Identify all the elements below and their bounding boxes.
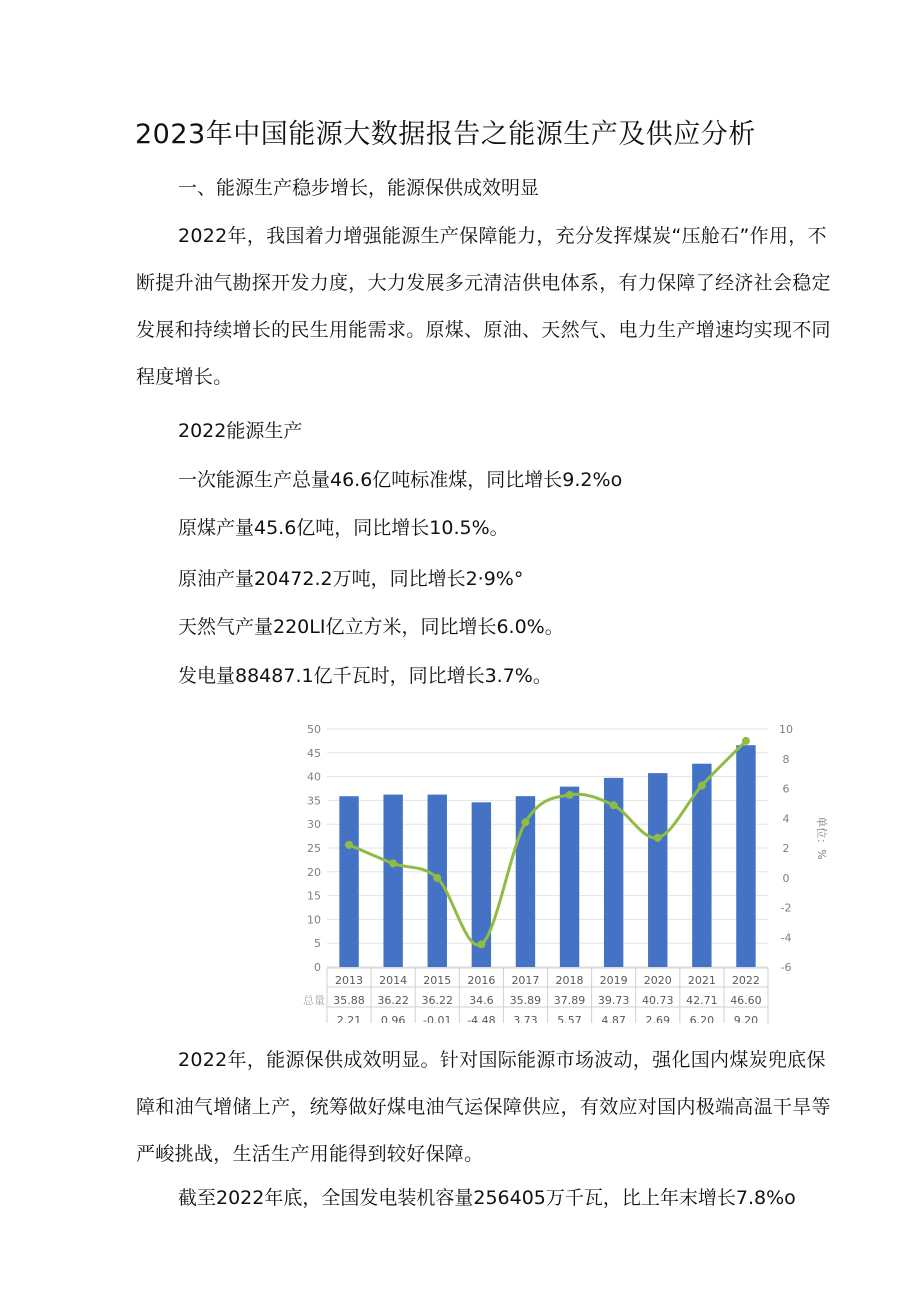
y-right-tick-label: 0 (782, 871, 790, 885)
line-data-label: 3.73 (513, 1014, 538, 1023)
line-point (477, 940, 485, 948)
bar-data-label: 35.88 (333, 994, 365, 1007)
line-data-label: 9.20 (733, 1014, 759, 1023)
line-data-label: 6.20 (689, 1014, 715, 1023)
page-title: 2023年中国能源大数据报告之能源生产及供应分析 (135, 119, 756, 150)
y-left-tick-label: 20 (307, 865, 321, 879)
line-point (345, 841, 353, 849)
stat-line: 一次能源生产总量46.6亿吨标准煤，同比增长9.2%o (178, 469, 623, 491)
paragraph-2 (136, 1037, 836, 1178)
y-right-axis-label: 单位：% (815, 816, 828, 860)
line-point (521, 818, 529, 826)
y-left-tick-label: 10 (307, 913, 321, 927)
y-left-tick-label: 30 (307, 818, 321, 832)
y-right-tick-label: -6 (780, 961, 792, 974)
paragraph-3: 截至2022年底，全国发电装机容量256405万千瓦，比上年末增长7.8%o (178, 1187, 796, 1209)
line-point (389, 859, 397, 867)
y-right-tick-label: 4 (782, 812, 790, 826)
y-right-tick-label: 2 (782, 842, 790, 855)
y-right-tick-label: -2 (780, 901, 792, 915)
section-heading: 一、能源生产稳步增长，能源保供成效明显 (178, 177, 540, 199)
y-right-tick-label: 8 (782, 752, 790, 766)
bar (383, 795, 402, 967)
x-tick-label: 2013 (335, 974, 364, 987)
bar (648, 773, 667, 967)
y-left-tick-label: 0 (314, 961, 321, 974)
y-right-tick-label: 6 (782, 782, 790, 796)
stat-line: 原油产量20472.2万吨，同比增长2·9%° (178, 568, 524, 590)
paragraph-1-text: 2022年，我国着力增强能源生产保障能力，充分发挥煤炭“压舱石”作用，不断提升油气勘探开发力度，大力发展多元清洁供电体系，有力保障了经济社会稳定发展和持续增长的民生用能需求。原煤、原油、天然气、电力生产增速均实现不同程度增长。 (136, 225, 831, 388)
x-tick-label: 2018 (555, 974, 584, 987)
bar-data-label: 35.89 (509, 994, 542, 1007)
x-tick-label: 2021 (687, 974, 716, 987)
x-tick-label: 2020 (643, 974, 672, 987)
bar (339, 796, 358, 967)
line-data-label: 5.57 (557, 1014, 582, 1023)
stat-line: 发电量88487.1亿千瓦时，同比增长3.7%。 (178, 665, 552, 687)
bar-data-label: 40.73 (642, 994, 674, 1007)
line-point (610, 801, 618, 809)
y-left-tick-label: 50 (307, 723, 321, 736)
bar-data-label: 46.60 (730, 994, 762, 1007)
line-point (654, 834, 662, 842)
bar-data-label: 42.71 (686, 994, 718, 1007)
paragraph-1 (136, 213, 836, 401)
energy-production-chart (300, 718, 835, 1023)
bar (736, 745, 755, 967)
line-data-label: 4.87 (601, 1014, 626, 1023)
paragraph-2-text: 2022年，能源保供成效明显。针对国际能源市场波动，强化国内煤炭兜底保障和油气增储上产，统筹做好煤电油气运保障供应，有效应对国内极端高温干旱等严峻挑战，生活生产用能得到较好保障。 (136, 1049, 831, 1165)
x-tick-label: 2015 (423, 974, 452, 987)
y-left-tick-label: 5 (314, 937, 321, 951)
y-right-tick-label: -4 (780, 931, 792, 945)
line-point (698, 782, 706, 790)
x-tick-label: 2016 (467, 974, 496, 987)
bar-data-label: 37.89 (553, 994, 586, 1007)
line-point (566, 791, 574, 799)
y-left-tick-label: 45 (307, 746, 321, 760)
y-left-tick-label: 40 (307, 770, 321, 784)
x-tick-label: 2022 (731, 974, 760, 987)
x-tick-label: 2019 (599, 974, 628, 987)
table-row-label: 总量 (303, 994, 325, 1007)
bar-data-label: 36.22 (421, 994, 453, 1007)
bar (560, 787, 579, 967)
bar-data-label: 36.22 (377, 994, 409, 1007)
growth-rate-line (349, 741, 746, 945)
subheading: 2022能源生产 (178, 420, 303, 442)
line-data-label: 2.69 (645, 1014, 670, 1023)
y-left-tick-label: 15 (307, 889, 321, 903)
bar-data-label: 39.73 (597, 994, 630, 1007)
y-left-tick-label: 25 (307, 842, 321, 855)
stat-line: 原煤产量45.6亿吨，同比增长10.5%。 (178, 517, 509, 539)
x-tick-label: 2014 (379, 974, 408, 987)
x-tick-label: 2017 (511, 974, 540, 987)
bar-data-label: 34.6 (469, 994, 494, 1007)
line-data-label: -4.48 (467, 1014, 496, 1023)
line-data-label: 2.21 (336, 1014, 362, 1023)
chart-svg (300, 718, 835, 1023)
stat-line: 天然气产量220LI亿立方米，同比增长6.0%。 (178, 616, 564, 638)
line-data-label: 0.96 (380, 1014, 406, 1023)
y-left-tick-label: 35 (307, 794, 321, 808)
line-point (742, 737, 750, 745)
y-right-tick-label: 10 (779, 723, 793, 736)
line-point (433, 874, 441, 882)
line-data-label: -0.01 (423, 1014, 452, 1023)
